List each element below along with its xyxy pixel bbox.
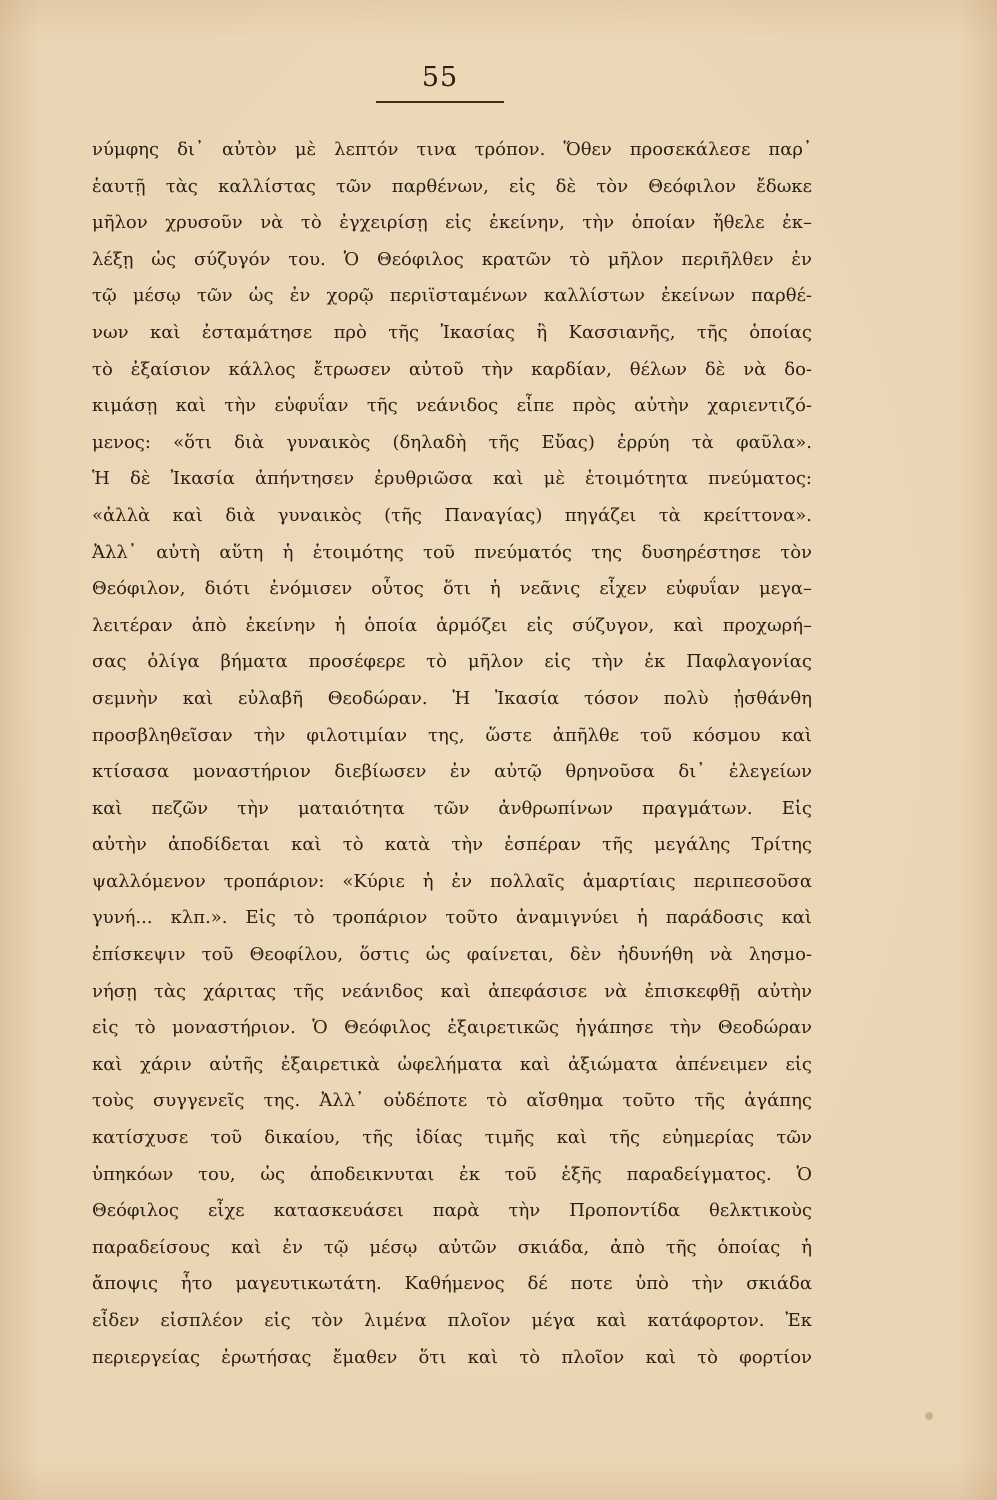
text-line: Θεόφιλον, διότι ἐνόμισεν οὗτος ὅτι ἡ νεᾶνις εἶχεν εὐφυΐαν μεγα– bbox=[92, 578, 812, 600]
header-rule bbox=[376, 101, 504, 103]
text-line: ψαλλόμενον τροπάριον: «Κύριε ἡ ἐν πολλαῖς ἁμαρτίαις περιπεσοῦσα bbox=[92, 870, 812, 892]
text-line: Ἀλλ᾽ αὐτὴ αὕτη ἡ ἑτοιμότης τοῦ πνεύματός της δυσηρέστησε τὸν bbox=[92, 541, 812, 563]
text-line: τὸ ἐξαίσιον κάλλος ἔτρωσεν αὐτοῦ τὴν καρδίαν, θέλων δὲ νὰ δο- bbox=[92, 358, 812, 380]
text-line: ἄποψις ἦτο μαγευτικωτάτη. Καθήμενος δέ ποτε ὑπὸ τὴν σκιάδα bbox=[92, 1273, 812, 1295]
text-line: παραδείσους καὶ ἐν τῷ μέσῳ αὐτῶν σκιάδα, ἀπὸ τῆς ὁποίας ἡ bbox=[92, 1236, 812, 1258]
text-line: τῷ μέσῳ τῶν ὡς ἐν χορῷ περιϊσταμένων καλλίστων ἐκείνων παρθέ- bbox=[92, 285, 812, 307]
text-line: μῆλον χρυσοῦν νὰ τὸ ἐγχειρίσῃ εἰς ἐκείνην, τὴν ὁποίαν ἤθελε ἐκ– bbox=[92, 212, 812, 234]
text-line: κιμάσῃ καὶ τὴν εὐφυΐαν τῆς νεάνιδος εἶπε πρὸς αὐτὴν χαριεντιζό- bbox=[92, 395, 812, 417]
page-number: 55 bbox=[421, 62, 459, 93]
text-line: καὶ χάριν αὐτῆς ἐξαιρετικὰ ὠφελήματα καὶ ἀξιώματα ἀπένειμεν εἰς bbox=[92, 1053, 812, 1075]
body-text bbox=[92, 132, 812, 1376]
text-line: λειτέραν ἀπὸ ἐκείνην ἡ ὁποία ἁρμόζει εἰς σύζυγον, καὶ προχωρή– bbox=[92, 614, 812, 636]
text-line: Θεόφιλος εἶχε κατασκευάσει παρὰ τὴν Προποντίδα θελκτικοὺς bbox=[92, 1200, 812, 1222]
text-line: «ἀλλὰ καὶ διὰ γυναικὸς (τῆς Παναγίας) πηγάζει τὰ κρείττονα». bbox=[92, 504, 812, 526]
text-line: γυνή... κλπ.». Εἰς τὸ τροπάριον τοῦτο ἀναμιγνύει ἡ παράδοσις καὶ bbox=[92, 907, 812, 929]
text-line: Ἡ δὲ Ἰκασία ἀπήντησεν ἐρυθριῶσα καὶ μὲ ἑτοιμότητα πνεύματος: bbox=[92, 468, 812, 490]
text-line: αὐτὴν ἀποδίδεται καὶ τὸ κατὰ τὴν ἑσπέραν τῆς μεγάλης Τρίτης bbox=[92, 834, 812, 856]
text-line: περιεργείας ἐρωτήσας ἔμαθεν ὅτι καὶ τὸ πλοῖον καὶ τὸ φορτίον bbox=[92, 1346, 812, 1368]
text-line: ἑαυτῇ τὰς καλλίστας τῶν παρθένων, εἰς δὲ τὸν Θεόφιλον ἔδωκε bbox=[92, 175, 812, 197]
text-line: σεμνὴν καὶ εὐλαβῆ Θεοδώραν. Ἡ Ἰκασία τόσον πολὺ ᾐσθάνθη bbox=[92, 687, 812, 709]
text-line: νων καὶ ἐσταμάτησε πρὸ τῆς Ἰκασίας ἢ Κασσιανῆς, τῆς ὁποίας bbox=[92, 321, 812, 343]
text-line: ἐπίσκεψιν τοῦ Θεοφίλου, ὅστις ὡς φαίνεται, δὲν ἠδυνήθη νὰ λησμο- bbox=[92, 944, 812, 966]
text-line: εἰς τὸ μοναστήριον. Ὁ Θεόφιλος ἐξαιρετικῶς ἠγάπησε τὴν Θεοδώραν bbox=[92, 1017, 812, 1039]
text-line: προσβληθεῖσαν τὴν φιλοτιμίαν της, ὥστε ἀπῆλθε τοῦ κόσμου καὶ bbox=[92, 724, 812, 746]
text-line: νύμφης δι᾽ αὐτὸν μὲ λεπτόν τινα τρόπον. Ὅθεν προσεκάλεσε παρ᾽ bbox=[92, 139, 812, 160]
text-line: εἶδεν εἰσπλέον εἰς τὸν λιμένα πλοῖον μέγα καὶ κατάφορτον. Ἐκ bbox=[92, 1310, 812, 1331]
ink-spot bbox=[925, 1412, 933, 1420]
text-line: λέξῃ ὡς σύζυγόν του. Ὁ Θεόφιλος κρατῶν τὸ μῆλον περιῆλθεν ἐν bbox=[92, 248, 812, 270]
text-line: μενος: «ὅτι διὰ γυναικὸς (δηλαδὴ τῆς Εὔας) ἐρρύη τὰ φαῦλα». bbox=[92, 431, 812, 453]
text-line: κτίσασα μοναστήριον διεβίωσεν ἐν αὐτῷ θρηνοῦσα δι᾽ ἐλεγείων bbox=[92, 761, 812, 783]
text-line: τοὺς συγγενεῖς της. Ἀλλ᾽ οὐδέποτε τὸ αἴσθημα τοῦτο τῆς ἀγάπης bbox=[92, 1090, 812, 1112]
text-line: σας ὀλίγα βήματα προσέφερε τὸ μῆλον εἰς τὴν ἐκ Παφλαγονίας bbox=[92, 651, 812, 673]
text-line: καὶ πεζῶν τὴν ματαιότητα τῶν ἀνθρωπίνων πραγμάτων. Εἰς bbox=[92, 797, 812, 819]
text-line: νήσῃ τὰς χάριτας τῆς νεάνιδος καὶ ἀπεφάσισε νὰ ἐπισκεφθῇ αὐτὴν bbox=[92, 980, 812, 1002]
text-line: ὑπηκόων του, ὡς ἀποδεικνυται ἐκ τοῦ ἑξῆς παραδείγματος. Ὁ bbox=[92, 1163, 812, 1185]
text-line: κατίσχυσε τοῦ δικαίου, τῆς ἰδίας τιμῆς καὶ τῆς εὐημερίας τῶν bbox=[92, 1127, 812, 1149]
